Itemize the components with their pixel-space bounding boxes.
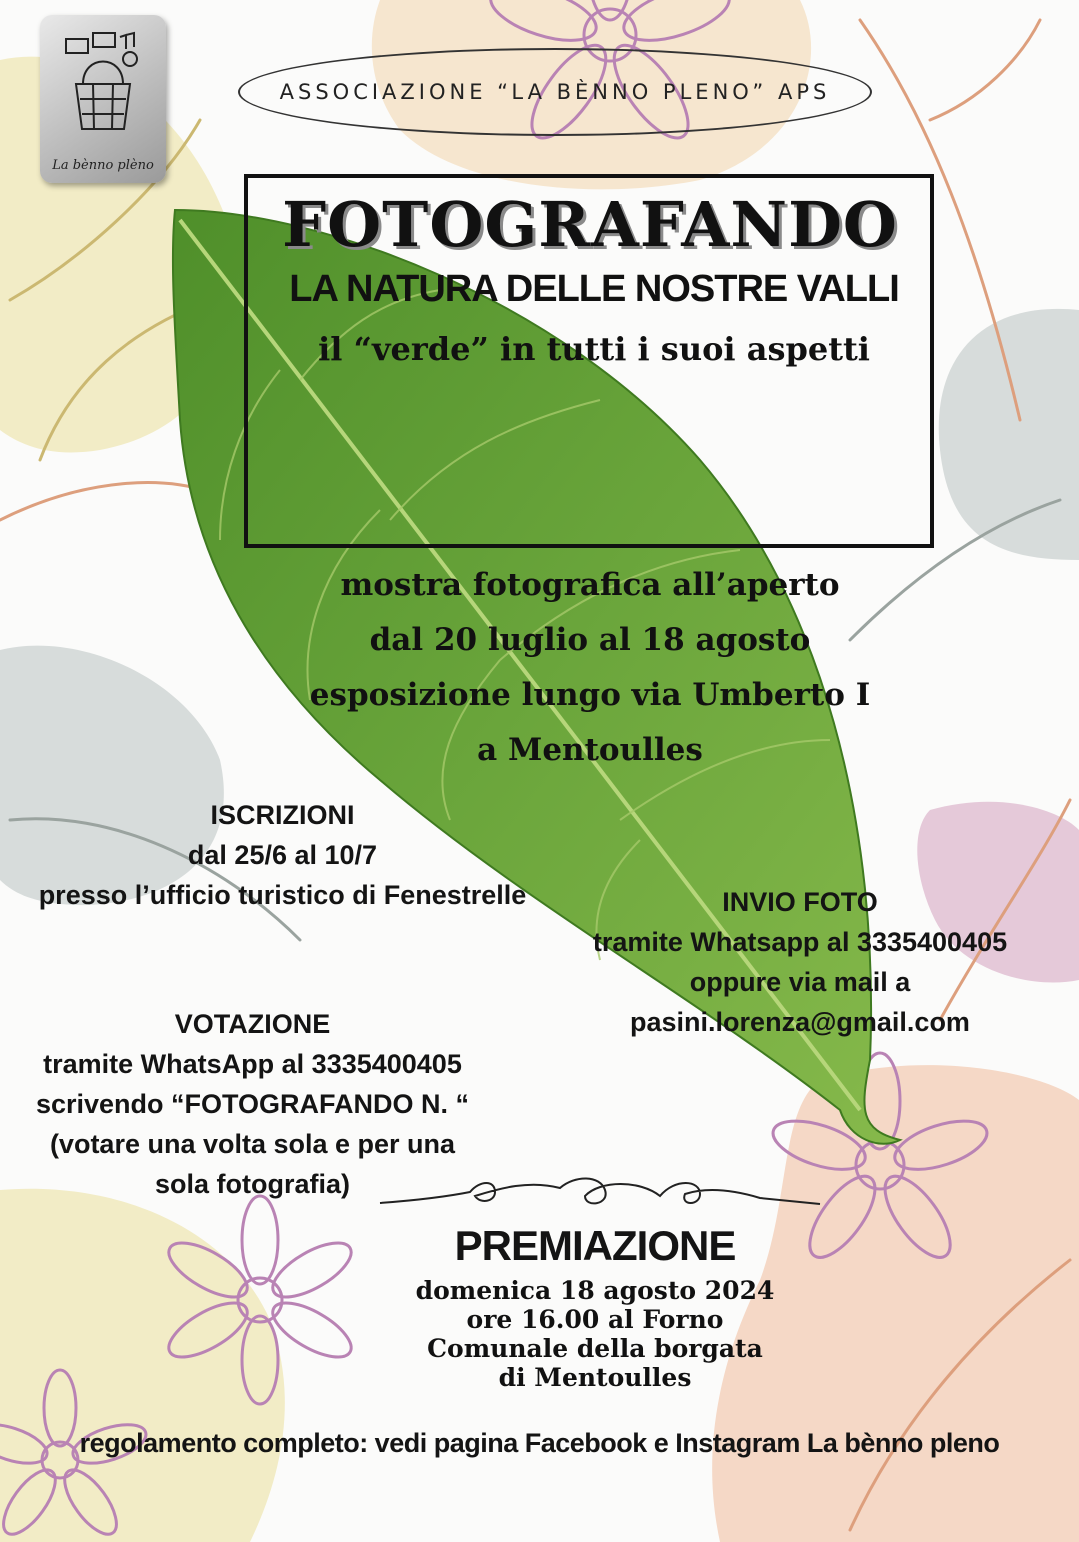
- submission-or-mail: oppure via mail a: [689, 967, 911, 997]
- association-logo: [40, 15, 166, 183]
- award-time: ore 16.00 al Forno: [466, 1305, 724, 1334]
- award-details: [360, 1276, 830, 1392]
- registration-section: [20, 795, 545, 915]
- voting-heading: VOTAZIONE: [174, 1009, 331, 1039]
- event-tagline: il “verde” in tutti i suoi aspetti: [318, 330, 870, 368]
- award-date: domenica 18 agosto 2024: [415, 1276, 775, 1305]
- exhibition-line-1: mostra fotografica all’aperto: [340, 567, 840, 603]
- voting-note-2: sola fotografia): [154, 1169, 350, 1199]
- exhibition-location: esposizione lungo via Umberto I: [309, 677, 871, 713]
- logo-caption: La bènno plèno: [52, 158, 154, 173]
- exhibition-info: [230, 558, 950, 778]
- voting-section: [0, 1004, 505, 1204]
- event-subtitle: LA NATURA DELLE NOSTRE VALLI: [289, 268, 899, 310]
- exhibition-town: a Mentoulles: [477, 732, 703, 768]
- voting-message: scrivendo “FOTOGRAFANDO N. “: [35, 1089, 470, 1119]
- submission-email: pasini.lorenza@gmail.com: [630, 1007, 970, 1037]
- voting-note-1: (votare una volta sola e per una: [49, 1129, 456, 1159]
- award-town: di Mentoulles: [498, 1363, 692, 1392]
- award-heading: PREMIAZIONE: [454, 1222, 736, 1269]
- voting-whatsapp: tramite WhatsApp al 3335400405: [43, 1049, 462, 1079]
- registration-dates: dal 25/6 al 10/7: [187, 840, 378, 870]
- submission-whatsapp: tramite Whatsapp al 3335400405: [592, 927, 1008, 957]
- event-title: FOTOGRAFANDO: [282, 188, 898, 261]
- association-name: ASSOCIAZIONE “LA BÈNNO PLENO” APS: [238, 48, 872, 136]
- award-venue: Comunale della borgata: [427, 1334, 763, 1363]
- submission-heading: INVIO FOTO: [722, 887, 878, 917]
- branch-orange-top-right-leaf: [930, 20, 1040, 120]
- registration-heading: ISCRIZIONI: [210, 800, 355, 830]
- exhibition-dates: dal 20 luglio al 18 agosto: [369, 622, 811, 658]
- registration-place: presso l’ufficio turistico di Fenestrelle: [38, 880, 527, 910]
- footer-rules-note: regolamento completo: vedi pagina Facebook e Instagram La bènno pleno: [79, 1428, 1000, 1458]
- basket-icon: [58, 29, 148, 139]
- photo-submission-section: [560, 882, 1040, 1042]
